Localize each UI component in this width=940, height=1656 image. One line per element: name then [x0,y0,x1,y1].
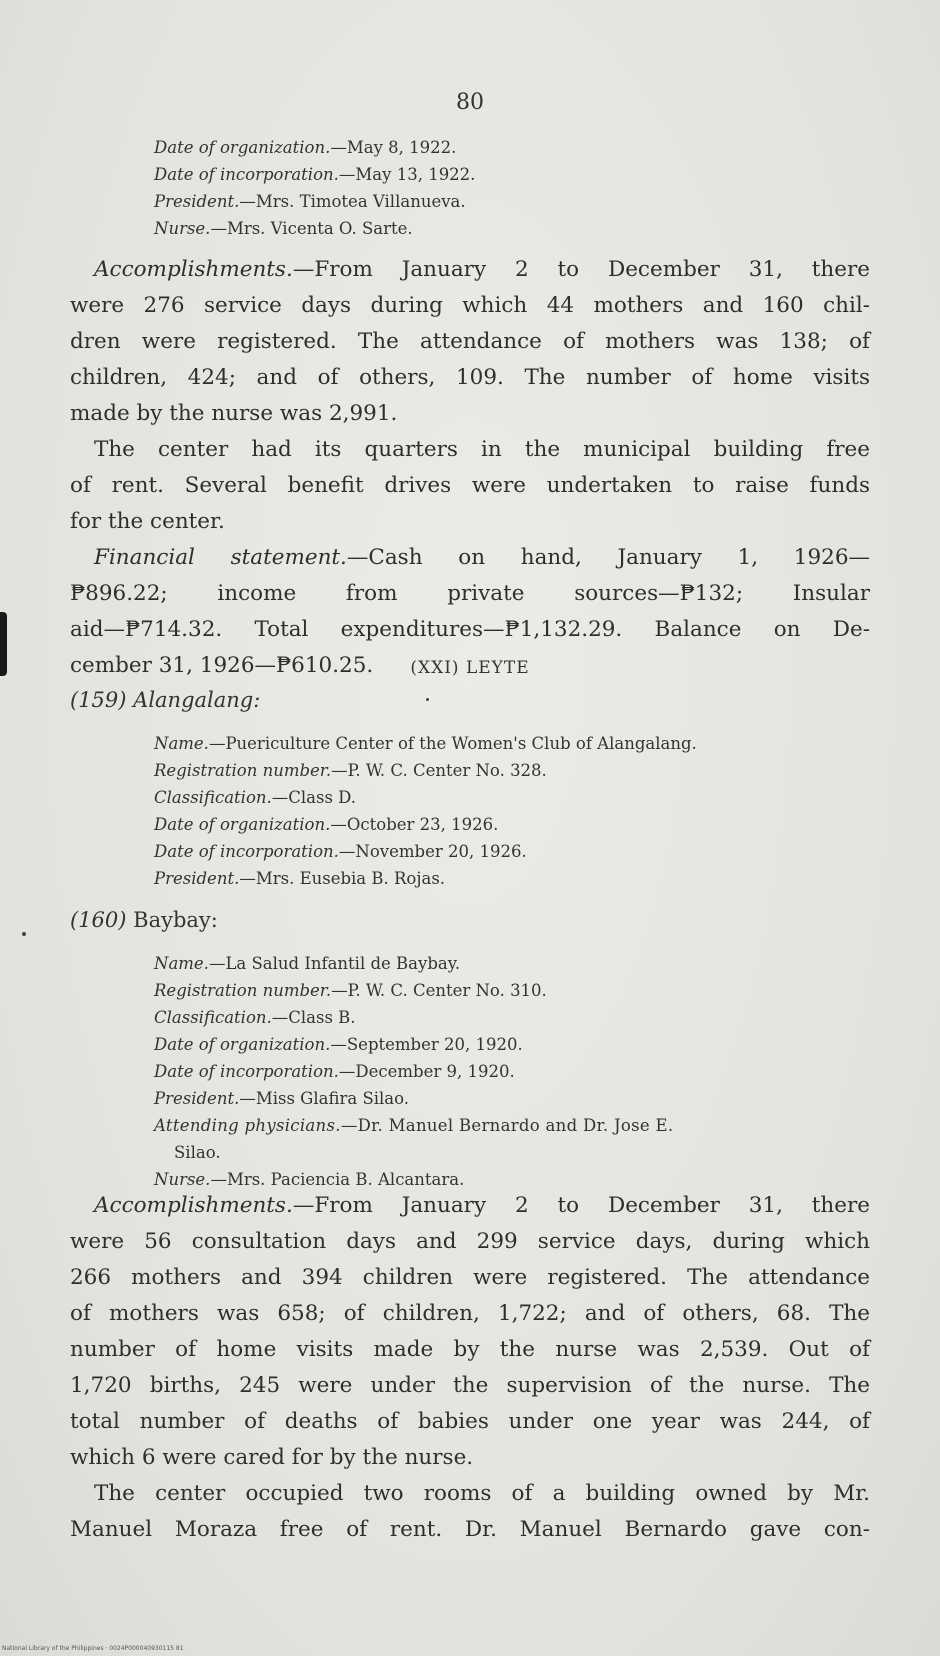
library-watermark: National Library of the Philippines · 0024P000040930115 81 [2,1645,184,1652]
text-line: children, 424; and of others, 109. The number of home visits [70,365,870,390]
text-line: aid—₱714.32. Total expenditures—₱1,132.29. Balance on De- [70,617,870,642]
text-line: which 6 were cared for by the nurse. [70,1445,474,1470]
entry-line: Registration number.—P. W. C. Center No. 328. [154,761,547,780]
entry-line: Date of incorporation.—November 20, 1926. [154,842,527,861]
text-line: cember 31, 1926—₱610.25. [70,653,374,678]
accomplishments-paragraph [70,252,870,432]
text-line: Financial statement.—Cash on hand, January 1, 1926— [94,545,870,570]
text-line: Accomplishments.—From January 2 to December 31, there [94,1193,870,1218]
text-line: 266 mothers and 394 children were registered. The attendance [70,1265,870,1290]
text-line: Manuel Moraza free of rent. Dr. Manuel Bernardo gave con- [70,1517,870,1542]
page-number: 80 [456,90,484,115]
entry-line: President.—Mrs. Eusebia B. Rojas. [154,869,446,888]
text-line: were 56 consultation days and 299 service days, during which [70,1229,870,1254]
entry-line: Classification.—Class D. [154,788,357,807]
entry-line: President.—Miss Glafira Silao. [154,1089,410,1108]
locality-heading: (159) Alangalang: [70,688,261,712]
text-line: of mothers was 658; of children, 1,722; and of others, 68. The [70,1301,870,1326]
section-heading: (XXI) LEYTE [410,658,530,678]
text-line: dren were registered. The attendance of mothers was 138; of [70,329,870,354]
entry-line: Silao. [174,1143,221,1162]
entry-line: Date of incorporation.—December 9, 1920. [154,1062,515,1081]
accomplishments-paragraph [70,1188,870,1476]
entry-line: President.—Mrs. Timotea Villanueva. [154,192,466,211]
top-entry [154,134,475,242]
text-line: ₱896.22; income from private sources—₱132; Insular [70,581,870,606]
text-line: The center occupied two rooms of a building owned by Mr. [94,1481,870,1506]
entry-line: Nurse.—Mrs. Vicenta O. Sarte. [154,219,413,238]
text-line: total number of deaths of babies under one year was 244, of [70,1409,870,1434]
entry-line: Nurse.—Mrs. Paciencia B. Alcantara. [154,1170,465,1189]
entry-line: Attending physicians.—Dr. Manuel Bernardo and Dr. Jose E. [154,1116,674,1135]
text-line: number of home visits made by the nurse was 2,539. Out of [70,1337,870,1362]
entry-line: Date of incorporation.—May 13, 1922. [154,165,476,184]
text-line: of rent. Several benefit drives were undertaken to raise funds [70,473,870,498]
text-line: 1,720 births, 245 were under the supervision of the nurse. The [70,1373,870,1398]
ink-speck [426,698,429,701]
locality-heading: (160) Baybay: [70,908,218,932]
ink-speck [22,932,26,936]
entry-line: Name.—Puericulture Center of the Women's Club of Alangalang. [154,734,697,753]
text-line: were 276 service days during which 44 mothers and 160 chil- [70,293,870,318]
entry-line: Date of organization.—May 8, 1922. [154,138,457,157]
text-line: The center had its quarters in the municipal building free [94,437,870,462]
quarters-paragraph [70,432,870,540]
text-line: made by the nurse was 2,991. [70,401,398,426]
entry-line: Registration number.—P. W. C. Center No. 310. [154,981,547,1000]
entry-line: Name.—La Salud Infantil de Baybay. [154,954,461,973]
entry-line: Classification.—Class B. [154,1008,356,1027]
text-line: for the center. [70,509,225,534]
entry-line: Date of organization.—October 23, 1926. [154,815,499,834]
center-quarters-paragraph [70,1476,870,1548]
text-line: Accomplishments.—From January 2 to December 31, there [94,257,870,282]
baybay-entry [154,950,673,1193]
alangalang-entry [154,730,697,892]
entry-line: Date of organization.—September 20, 1920. [154,1035,523,1054]
